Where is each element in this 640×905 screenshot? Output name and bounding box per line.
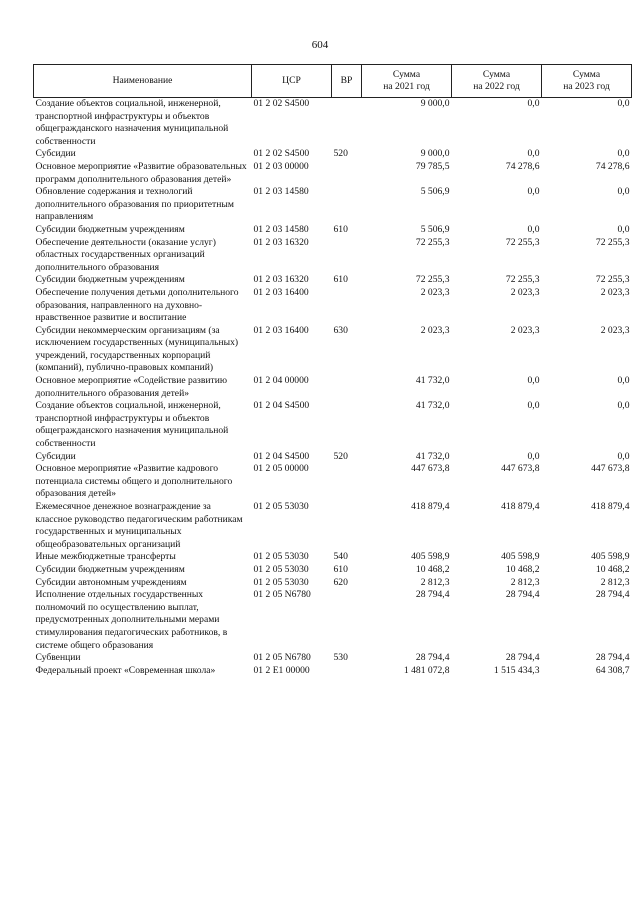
row-name: Субсидии бюджетным учреждениям bbox=[35, 563, 185, 575]
row-vr bbox=[332, 161, 362, 186]
row-csr: 01 2 03 16320 bbox=[253, 274, 309, 286]
row-name: Обеспечение деятельности (оказание услуг) областных государственных организаций дополнительного образования bbox=[35, 236, 216, 273]
row-sum-2021: 5 506,9 bbox=[420, 223, 450, 235]
row-name: Основное мероприятие «Содействие развитию дополнительного образования детей» bbox=[35, 375, 228, 399]
row-sum-2022: 74 278,6 bbox=[505, 160, 540, 172]
row-sum-2021: 1 481 072,8 bbox=[403, 664, 450, 676]
row-sum-2022: 0,0 bbox=[527, 186, 540, 198]
header-sum-2021 bbox=[362, 65, 452, 98]
row-sum-2023: 0,0 bbox=[617, 98, 630, 109]
row-name: Субсидии автономным учреждениям bbox=[35, 576, 187, 588]
header-sum-2022-line2: на 2022 год bbox=[473, 81, 520, 92]
header-sum-2021-line2: на 2021 год bbox=[383, 81, 430, 92]
row-sum-2021: 28 794,4 bbox=[415, 589, 450, 601]
row-sum-2022: 0,0 bbox=[527, 450, 540, 462]
header-sum-2023-line1: Сумма bbox=[572, 69, 601, 80]
row-sum-2022: 28 794,4 bbox=[505, 589, 540, 601]
row-csr: 01 2 05 53030 bbox=[253, 501, 309, 512]
row-sum-2023: 72 255,3 bbox=[595, 274, 630, 286]
row-vr: 610 bbox=[333, 223, 348, 235]
row-vr: 540 bbox=[333, 551, 348, 563]
row-sum-2022: 72 255,3 bbox=[505, 274, 540, 286]
row-sum-2021: 447 673,8 bbox=[411, 463, 450, 475]
row-csr: 01 2 05 00000 bbox=[253, 463, 309, 475]
row-sum-2023: 28 794,4 bbox=[595, 589, 630, 601]
row-sum-2021: 72 255,3 bbox=[415, 236, 450, 248]
row-name: Иные межбюджетные трансферты bbox=[35, 551, 176, 563]
header-sum-2023-line2: на 2023 год bbox=[563, 81, 610, 92]
header-vr: ВР bbox=[332, 65, 362, 98]
table-row bbox=[34, 375, 632, 400]
row-name: Обеспечение получения детьми дополнительного образования, направленного на духовно-нравственное развитие и воспитание bbox=[35, 286, 239, 324]
row-sum-2022: 0,0 bbox=[527, 98, 540, 109]
header-sum-2022 bbox=[452, 65, 542, 98]
row-vr: 630 bbox=[333, 324, 348, 336]
row-sum-2023: 72 255,3 bbox=[595, 236, 630, 248]
row-csr: 01 2 03 14580 bbox=[253, 223, 309, 235]
row-csr: 01 2 02 S4500 bbox=[253, 148, 310, 160]
row-csr: 01 2 05 53030 bbox=[253, 576, 309, 588]
row-name: Создание объектов социальной, инженерной, транспортной инфраструктуры и объектов общегражданского назначения муниципальной собственности bbox=[35, 98, 229, 147]
row-vr bbox=[332, 98, 362, 149]
row-csr: 01 2 02 S4500 bbox=[253, 98, 310, 109]
row-sum-2022: 10 468,2 bbox=[505, 563, 540, 575]
row-sum-2021: 10 468,2 bbox=[415, 563, 450, 575]
header-sum-2022-line1: Сумма bbox=[482, 69, 511, 80]
row-sum-2023: 447 673,8 bbox=[591, 463, 630, 475]
row-sum-2023: 10 468,2 bbox=[595, 563, 630, 575]
row-sum-2021: 79 785,5 bbox=[415, 160, 450, 172]
row-vr: 610 bbox=[333, 274, 348, 286]
row-sum-2021: 9 000,0 bbox=[420, 98, 450, 109]
row-name: Обновление содержания и технологий дополнительного образования по приоритетным направлениям bbox=[35, 186, 234, 223]
row-vr bbox=[332, 665, 362, 678]
row-sum-2022: 2 023,3 bbox=[510, 324, 540, 336]
row-sum-2021: 72 255,3 bbox=[415, 274, 450, 286]
row-name: Субсидии bbox=[35, 148, 76, 160]
header-sum-2023 bbox=[542, 65, 632, 98]
table-header-row bbox=[34, 65, 632, 98]
row-name: Субсидии некоммерческим организациям (за исключением государственных (муниципальных) учреждений, государственных корпораций (компаний), публично-правовых компаний) bbox=[35, 324, 239, 374]
table-row bbox=[34, 665, 632, 678]
row-sum-2021: 41 732,0 bbox=[415, 400, 450, 412]
table-row bbox=[34, 501, 632, 551]
row-sum-2022: 72 255,3 bbox=[505, 236, 540, 248]
row-sum-2023: 405 598,9 bbox=[591, 551, 630, 563]
row-sum-2023: 28 794,4 bbox=[595, 652, 630, 664]
row-name: Ежемесячное денежное вознаграждение за классное руководство педагогическим работникам государственных и муниципальных общеобразовательных организаций bbox=[35, 501, 243, 550]
table-row bbox=[34, 400, 632, 450]
row-sum-2023: 0,0 bbox=[617, 148, 630, 160]
row-name: Федеральный проект «Современная школа» bbox=[35, 664, 216, 676]
row-sum-2022: 0,0 bbox=[527, 375, 540, 387]
row-sum-2022: 0,0 bbox=[527, 400, 540, 412]
row-csr: 01 2 04 S4500 bbox=[253, 450, 310, 462]
table-body bbox=[34, 98, 632, 678]
header-name: Наименование bbox=[34, 65, 252, 98]
table-row bbox=[34, 589, 632, 652]
row-sum-2022: 2 812,3 bbox=[510, 576, 540, 588]
row-vr: 520 bbox=[333, 450, 348, 462]
table-row bbox=[34, 564, 632, 577]
row-vr bbox=[332, 186, 362, 224]
row-sum-2021: 28 794,4 bbox=[415, 652, 450, 664]
row-vr bbox=[332, 400, 362, 450]
row-sum-2021: 9 000,0 bbox=[420, 148, 450, 160]
row-sum-2022: 405 598,9 bbox=[501, 551, 540, 563]
row-name: Субсидии бюджетным учреждениям bbox=[35, 223, 185, 235]
table-row bbox=[34, 451, 632, 464]
row-sum-2023: 418 879,4 bbox=[591, 501, 630, 512]
row-vr bbox=[332, 463, 362, 501]
row-sum-2023: 0,0 bbox=[617, 375, 630, 387]
row-sum-2022: 1 515 434,3 bbox=[493, 664, 540, 676]
row-vr: 610 bbox=[333, 563, 348, 575]
row-csr: 01 2 E1 00000 bbox=[253, 664, 310, 676]
page-number: 604 bbox=[311, 39, 329, 51]
row-sum-2021: 41 732,0 bbox=[415, 450, 450, 462]
table-row bbox=[34, 161, 632, 186]
row-sum-2023: 0,0 bbox=[617, 400, 630, 412]
row-csr: 01 2 04 00000 bbox=[253, 375, 309, 387]
row-sum-2021: 2 023,3 bbox=[420, 286, 450, 298]
row-sum-2023: 2 812,3 bbox=[600, 576, 630, 588]
row-sum-2022: 418 879,4 bbox=[501, 501, 540, 512]
table-row bbox=[34, 652, 632, 665]
row-vr bbox=[332, 375, 362, 400]
row-csr: 01 2 04 S4500 bbox=[253, 400, 310, 412]
header-csr: ЦСР bbox=[252, 65, 332, 98]
row-vr bbox=[332, 237, 362, 275]
row-sum-2023: 74 278,6 bbox=[595, 160, 630, 172]
row-csr: 01 2 05 53030 bbox=[253, 563, 309, 575]
row-sum-2021: 405 598,9 bbox=[411, 551, 450, 563]
row-sum-2022: 447 673,8 bbox=[501, 463, 540, 475]
row-name: Основное мероприятие «Развитие кадрового потенциала системы общего и дополнительного образования детей» bbox=[35, 463, 233, 500]
row-vr: 520 bbox=[333, 148, 348, 160]
row-name: Субсидии бюджетным учреждениям bbox=[35, 274, 185, 286]
row-sum-2021: 5 506,9 bbox=[420, 186, 450, 198]
table-row bbox=[34, 463, 632, 501]
row-vr: 530 bbox=[333, 652, 348, 664]
row-name: Субвенции bbox=[35, 652, 81, 664]
budget-table bbox=[33, 64, 632, 677]
row-sum-2023: 64 308,7 bbox=[595, 664, 630, 676]
row-sum-2022: 0,0 bbox=[527, 223, 540, 235]
row-csr: 01 2 03 16400 bbox=[253, 286, 309, 298]
row-sum-2022: 28 794,4 bbox=[505, 652, 540, 664]
row-sum-2021: 2 812,3 bbox=[420, 576, 450, 588]
table-row bbox=[34, 577, 632, 590]
table-row bbox=[34, 186, 632, 224]
table-row bbox=[34, 237, 632, 275]
row-vr bbox=[332, 287, 362, 325]
row-csr: 01 2 03 16320 bbox=[253, 236, 309, 248]
row-csr: 01 2 05 N6780 bbox=[253, 589, 311, 601]
row-csr: 01 2 05 53030 bbox=[253, 551, 309, 563]
row-sum-2021: 2 023,3 bbox=[420, 324, 450, 336]
row-sum-2023: 0,0 bbox=[617, 186, 630, 198]
row-sum-2021: 418 879,4 bbox=[411, 501, 450, 512]
table-row bbox=[34, 274, 632, 287]
table-row bbox=[34, 287, 632, 325]
row-vr bbox=[332, 589, 362, 652]
row-vr bbox=[332, 501, 362, 551]
row-csr: 01 2 03 16400 bbox=[253, 324, 309, 336]
row-name: Субсидии bbox=[35, 450, 76, 462]
table-row bbox=[34, 98, 632, 149]
row-csr: 01 2 03 14580 bbox=[253, 186, 309, 198]
table-row bbox=[34, 551, 632, 564]
table-row bbox=[34, 325, 632, 375]
row-sum-2021: 41 732,0 bbox=[415, 375, 450, 387]
row-name: Исполнение отдельных государственных полномочий по осуществлению выплат, предусмотренных дополнительными мерами стимулирования педагогических работников, в системе общего образования bbox=[35, 589, 228, 651]
row-csr: 01 2 03 00000 bbox=[253, 160, 309, 172]
row-csr: 01 2 05 N6780 bbox=[253, 652, 311, 664]
row-sum-2022: 0,0 bbox=[527, 148, 540, 160]
header-sum-2021-line1: Сумма bbox=[392, 69, 421, 80]
row-sum-2023: 0,0 bbox=[617, 223, 630, 235]
table-row bbox=[34, 224, 632, 237]
table-row bbox=[34, 148, 632, 161]
row-name: Основное мероприятие «Развитие образовательных программ дополнительного образования детей» bbox=[35, 160, 247, 185]
row-sum-2023: 2 023,3 bbox=[600, 286, 630, 298]
row-vr: 620 bbox=[333, 576, 348, 588]
row-sum-2023: 2 023,3 bbox=[600, 324, 630, 336]
row-name: Создание объектов социальной, инженерной, транспортной инфраструктуры и объектов общегражданского назначения муниципальной собственности bbox=[35, 400, 229, 450]
row-sum-2022: 2 023,3 bbox=[510, 286, 540, 298]
row-sum-2023: 0,0 bbox=[617, 450, 630, 462]
